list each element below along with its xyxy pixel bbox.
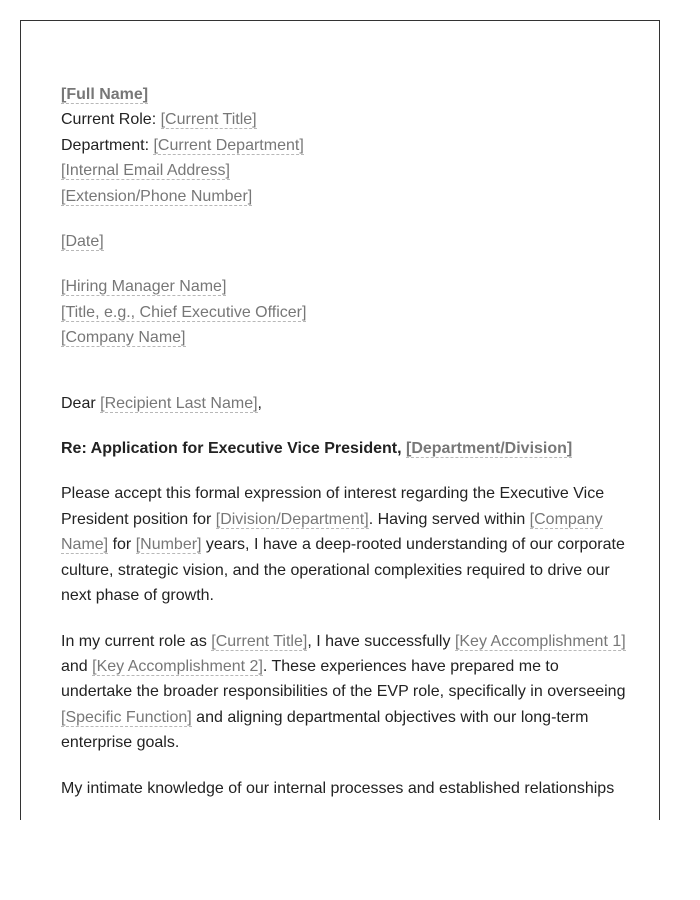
para1-text-1: Please accept this formal expression of interest regarding the Executive Vice President position for bbox=[61, 485, 605, 528]
current-role-label: Current Role: bbox=[61, 111, 161, 129]
subject-line bbox=[61, 436, 626, 461]
salutation-prefix: Dear bbox=[61, 394, 101, 412]
subject-division: [Department/Division] bbox=[406, 440, 573, 458]
letter-page bbox=[20, 20, 660, 820]
recipient-block bbox=[61, 274, 626, 350]
para2-text-1: In my current role as bbox=[61, 632, 212, 650]
sender-block bbox=[61, 82, 626, 209]
sender-full-name: [Full Name] bbox=[61, 86, 149, 103]
para1-text-2: . Having served within bbox=[368, 510, 530, 528]
para2-accomplishment-1: [Key Accomplishment 1] bbox=[454, 632, 626, 650]
body-paragraph-3 bbox=[61, 776, 626, 801]
para2-specific-function: [Specific Function] bbox=[61, 708, 192, 726]
para1-division: [Division/Department] bbox=[215, 510, 369, 528]
subject-prefix: Re: Application for Executive Vice President, bbox=[61, 440, 406, 458]
salutation bbox=[61, 391, 626, 416]
date-block bbox=[61, 229, 626, 254]
sender-current-department: [Current Department] bbox=[153, 136, 304, 154]
para2-current-title: [Current Title] bbox=[211, 632, 308, 650]
para1-text-4: years, I have a deep-rooted understanding of our corporate culture, strategic vision, and the operational complexities required to drive our next phase of growth. bbox=[61, 536, 625, 605]
department-label: Department: bbox=[61, 136, 154, 154]
para2-text-3: and bbox=[61, 657, 93, 675]
recipient-title: [Title, e.g., Chief Executive Officer] bbox=[61, 303, 307, 321]
para1-company: [Company Name] bbox=[61, 510, 603, 554]
sender-phone: [Extension/Phone Number] bbox=[61, 187, 253, 205]
sender-email: [Internal Email Address] bbox=[61, 162, 230, 180]
para1-number: [Number] bbox=[135, 536, 202, 554]
letter-content bbox=[61, 82, 626, 801]
para1-text-3: for bbox=[108, 536, 136, 554]
recipient-name: [Hiring Manager Name] bbox=[61, 278, 227, 296]
salutation-last-name: [Recipient Last Name] bbox=[100, 394, 258, 412]
para2-text-4: . These experiences have prepared me to undertake the broader responsibilities of the EVP role, specifically in overseeing bbox=[61, 657, 626, 701]
body-paragraph-2 bbox=[61, 629, 626, 756]
para2-text-5: and aligning departmental objectives with our long-term enterprise goals. bbox=[61, 708, 589, 752]
para3-text-1: My intimate knowledge of our internal processes and established relationships bbox=[61, 779, 615, 797]
sender-current-title: [Current Title] bbox=[160, 111, 257, 129]
para2-text-2: , I have successfully bbox=[307, 632, 455, 650]
salutation-suffix: , bbox=[257, 394, 262, 412]
para2-accomplishment-2: [Key Accomplishment 2] bbox=[92, 657, 263, 675]
body-paragraph-1 bbox=[61, 481, 626, 608]
letter-date: [Date] bbox=[61, 233, 104, 251]
recipient-company: [Company Name] bbox=[61, 329, 186, 347]
